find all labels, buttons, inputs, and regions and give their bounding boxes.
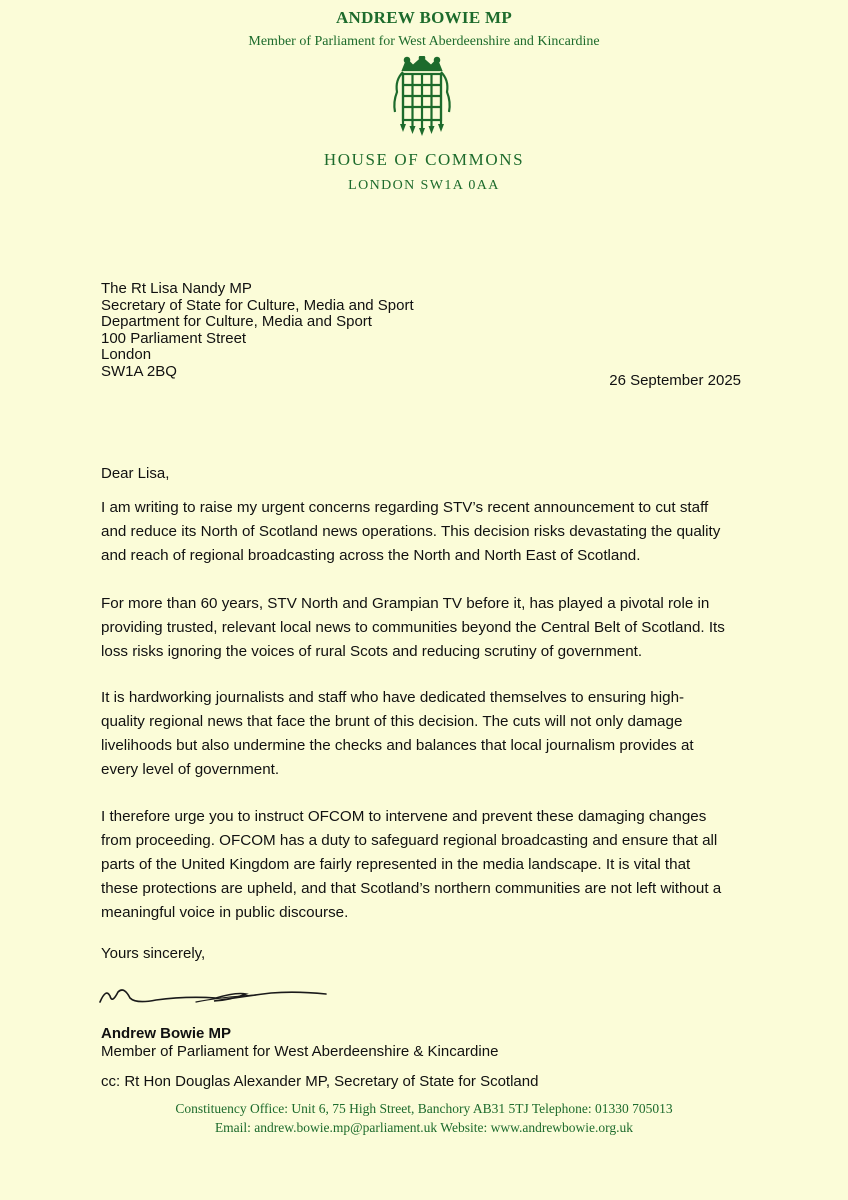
paragraph-line: It is hardworking journalists and staff who have dedicated themselves to ensuring high- (101, 689, 685, 706)
letter-date: 26 September 2025 (609, 372, 741, 389)
signatory-name: Andrew Bowie MP (101, 1025, 232, 1042)
recipient-address (101, 281, 414, 380)
portcullis-icon (389, 56, 455, 138)
paragraph-line: every level of government. (101, 761, 280, 778)
paragraph (101, 496, 751, 568)
paragraph-line: meaningful voice in public discourse. (101, 904, 349, 921)
recipient-line: Secretary of State for Culture, Media and Sport (101, 296, 414, 314)
cc-line: cc: Rt Hon Douglas Alexander MP, Secretary of State for Scotland (101, 1073, 539, 1090)
paragraph (101, 805, 751, 925)
letterhead-address: LONDON SW1A 0AA (348, 178, 500, 193)
closing: Yours sincerely, (101, 945, 206, 962)
recipient-line: 100 Parliament Street (101, 329, 247, 347)
paragraph-line: I therefore urge you to instruct OFCOM to intervene and prevent these damaging changes (101, 808, 707, 825)
paragraph-line: from proceeding. OFCOM has a duty to safeguard regional broadcasting and ensure that all (101, 832, 718, 849)
footer-office: Constituency Office: Unit 6, 75 High Street, Banchory AB31 5TJ Telephone: 01330 705013 (175, 1101, 673, 1116)
letterhead-subtitle: Member of Parliament for West Aberdeenshire and Kincardine (248, 34, 600, 49)
paragraph-line: these protections are upheld, and that Scotland’s northern communities are not left without a (101, 880, 722, 897)
recipient-line: London (101, 346, 152, 363)
recipient-line: SW1A 2BQ (101, 362, 177, 380)
paragraph-line: I am writing to raise my urgent concerns regarding STV’s recent announcement to cut staff (101, 499, 709, 516)
signatory-title: Member of Parliament for West Aberdeenshire & Kincardine (101, 1043, 499, 1060)
paragraph-line: loss risks ignoring the voices of rural Scots and reducing scrutiny of government. (101, 643, 643, 660)
paragraph (101, 686, 751, 782)
paragraph-line: providing trusted, relevant local news to communities beyond the Central Belt of Scotland. Its (101, 619, 725, 636)
footer-contact: Email: andrew.bowie.mp@parliament.uk Website: www.andrewbowie.org.uk (214, 1120, 634, 1135)
paragraph (101, 592, 751, 664)
salutation: Dear Lisa, (101, 465, 170, 482)
paragraph-line: livelihoods but also undermine the checks and balances that local journalism provides at (101, 737, 694, 754)
letterhead-name: ANDREW BOWIE MP (335, 8, 513, 27)
recipient-line: Department for Culture, Media and Sport (101, 313, 372, 330)
paragraph-line: and reduce its North of Scotland news operations. This decision risks devastating the quality (101, 523, 721, 540)
paragraph-line: and reach of regional broadcasting across the North and North East of Scotland. (101, 547, 641, 564)
paragraph-line: parts of the United Kingdom are fairly represented in the media landscape. It is vital that (101, 856, 691, 873)
house-of-commons-heading: HOUSE OF COMMONS (323, 150, 525, 169)
paragraph-line: For more than 60 years, STV North and Grampian TV before it, has played a pivotal role in (101, 595, 710, 612)
recipient-line: The Rt Lisa Nandy MP (101, 280, 252, 297)
handwritten-signature (96, 982, 336, 1010)
paragraph-line: quality regional news that face the brunt of this decision. The cuts will not only damage (101, 713, 683, 730)
